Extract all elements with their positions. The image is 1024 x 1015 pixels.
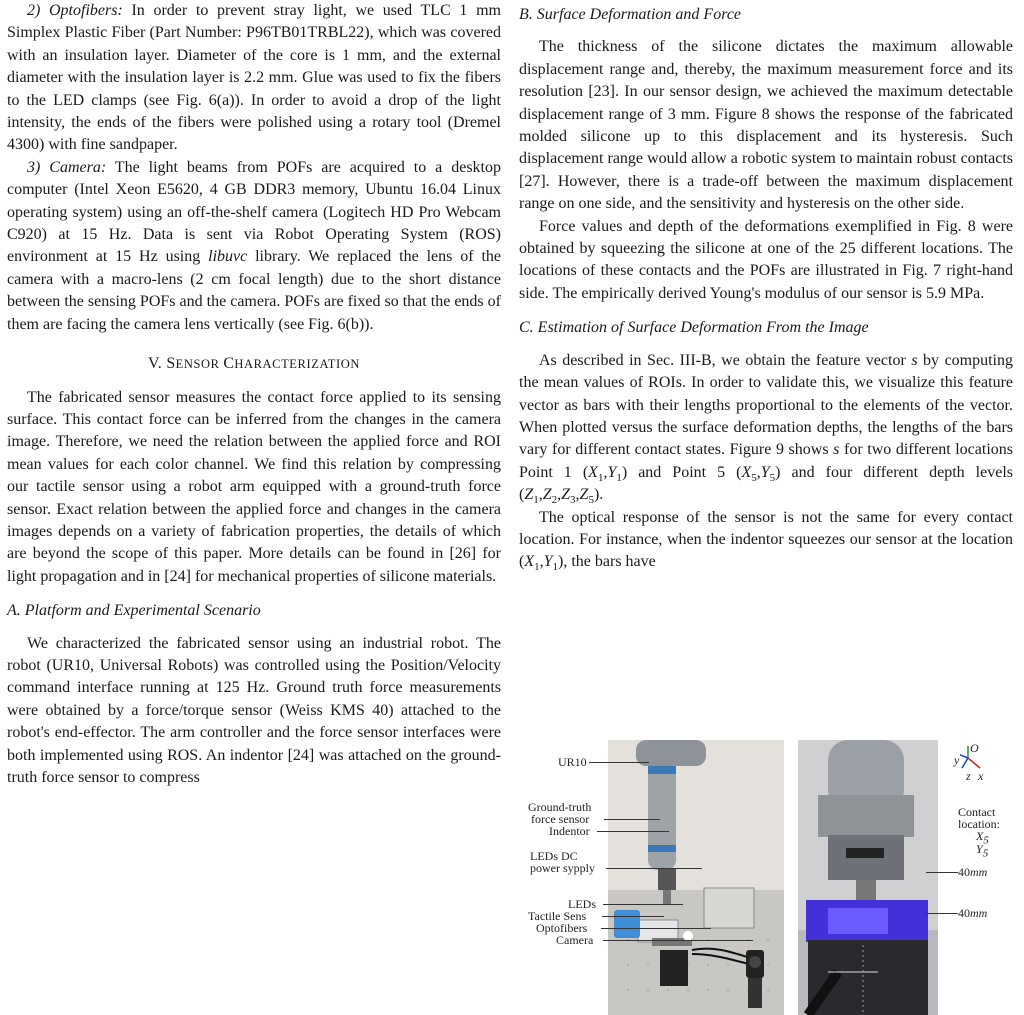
paragraph-subsection-c-2: The optical response of the sensor is not the same for every contact location. For instance, when the indentor squeezes our sensor at the location $(X_1,Y_1)$, the bars have (519, 508, 1013, 574)
label-camera: Camera (556, 933, 594, 947)
label-contact-x: $X_5$ (976, 829, 989, 847)
text-camera-2: library. We replaced the lens of the camera with a macro-lens (2 cm focal length) due to the short distance between the sensing POFs and the camera. POFs are fixed so that the ends of them are facing the camera lens vertically (see Fig. 6(b)). (7, 248, 501, 333)
label-leds: LEDs (568, 897, 596, 911)
label-ur10: UR10 (558, 755, 587, 769)
paragraph-section-v: The fabricated sensor measures the contact force applied to its sensing surface. This contact force can be inferred from the changes in the camera image. Therefore, we need the relation between the applied force and ROI mean values for each color channel. We find this relation by compressing our tactile sensor using a robot arm equipped with a ground-truth force sensor. Exact relation between the applied force and changes in the camera images depends on a variety of fabrication properties, the details of which are beyond the scope of this paper. More details can be found in [26] for light propagation and in [24] for mechanical properties of silicone materials. (7, 388, 501, 585)
left-column (7, 0, 501, 789)
text-optofibers: In order to prevent stray light, we used TLC 1 mm Simplex Plastic Fiber (Part Number: P96TB01TRBL22), which was covered with an insulation layer. Diameter of the core is 1 mm, and the external diameter with the insulation layer is 2.2 mm. Glue was used to fix the fibers to the LED clamps (see Fig. 6(a)). In order to avoid a drop of the light intensity, the ends of the fibers were polished using a rotary tool (Dremel 4300) with fine sandpaper. (7, 2, 501, 154)
photo-sensor-closeup (798, 740, 938, 1015)
leader-power-supply (606, 868, 702, 869)
axes-icon (954, 741, 1020, 783)
axis-origin-label: O (970, 741, 979, 755)
label-contact-y: $Y_5$ (976, 842, 989, 860)
leader-optofibers (601, 928, 711, 929)
subsection-heading-b: B. Surface Deformation and Force (519, 6, 742, 23)
label-indentor: Indentor (549, 824, 590, 838)
label-tactile-sensor: Tactile Sens (528, 909, 587, 923)
leader-indentor (597, 831, 669, 832)
axis-x-label: x (978, 769, 984, 783)
paragraph-subsection-a: We characterized the fabricated sensor using an industrial robot. The robot (UR10, Universal Robots) was controlled using the Position/Velocity command interface running at 125 Hz. Ground truth force measurements were obtained by a force/torque sensor (Weiss KMS 40) attached to the robot's end-effector. The arm controller and the force sensor interfaces were both implemented using ROS. An indentor [24] was attached on the ground-truth force sensor to compress (7, 634, 501, 786)
subsection-heading-c: C. Estimation of Surface Deformation From the Image (519, 319, 869, 337)
leader-leds (603, 904, 683, 905)
section-heading-v: V. SENSOR CHARACTERIZATION (148, 355, 360, 373)
paragraph-subsection-c-1: As described in Sec. III-B, we obtain the feature vector s by computing the mean values of ROIs. In order to validate this, we visualize this feature vector as bars with their lengths proportional to the elements of the vector. When plotted versus the surface deformation depths, the lengths of the bars vary for different contact states. Figure 9 shows s for two different locations Point 1 $(X_1,Y_1)$ and Point 5 $(X_5,Y_5)$ and four different depth levels $(Z_1,Z_2,Z_3,Z_5)$. (519, 351, 1014, 507)
paragraph-subsection-b-2: Force values and depth of the deformations exemplified in Fig. 8 were obtained by squeezing the silicone at one of the 25 different locations. The locations of these contacts and the POFs are illustrated in Fig. 7 right-hand side. The empirically derived Young's modulus of our sensor is 5.9 MPa. (519, 217, 1013, 302)
leader-tactile-sensor (602, 916, 664, 917)
label-optofibers: Optofibers (536, 921, 588, 935)
right-column (519, 0, 1013, 574)
heading-camera: 3) Camera: (27, 158, 107, 176)
heading-optofibers: 2) Optofibers: (27, 2, 123, 19)
text-camera-1: The light beams from POFs are acquired to a desktop computer (Intel Xeon E5620, 4 GB DDR3 memory, Ubuntu 16.04 Linux operating system) using an off-the-shelf camera (Logitech HD Pro Webcam C920) at 15 Hz. Data is sent via Robot Operating System (ROS) environment at 15 Hz using (7, 158, 501, 266)
label-dim-1: 40mm (958, 865, 988, 879)
leader-force-sensor (604, 819, 660, 820)
photo-experimental-setup (608, 740, 784, 1015)
figure-setup (528, 740, 1022, 1015)
leader-camera (603, 940, 753, 941)
leader-dim-1 (926, 872, 958, 873)
label-leds-dc-1: LEDs DC (530, 849, 578, 863)
leader-dim-2 (926, 913, 958, 914)
label-dim-2: 40mm (958, 906, 988, 920)
label-ground-truth-1: Ground-truth (528, 800, 592, 814)
label-leds-dc-2: power sypply (530, 861, 595, 875)
paragraph-camera (7, 157, 501, 336)
axis-y-label: y (954, 753, 960, 767)
label-location: location: (958, 817, 1000, 831)
paragraph-optofibers (7, 0, 501, 157)
label-ground-truth-2: force sensor (531, 812, 590, 826)
leader-ur10 (589, 762, 649, 763)
label-contact: Contact (958, 805, 996, 819)
text-libuvc: libuvc (208, 248, 248, 266)
paragraph-subsection-b-1: The thickness of the silicone dictates the maximum allowable displacement range and, thereby, the maximum measurement force and its resolution [23]. In our sensor design, we achieved the maximum detectable displacement range of 3 mm. Figure 8 shows the response of the fabricated molded silicone up to this displacement and its hysteresis. Such displacement range would allow a robotic system to maintain robust contacts [27]. However, there is a trade-off between the maximum displacement range on one side, and the sensitivity and hysteresis on the other side. (519, 38, 1013, 213)
axis-z-label: z (966, 769, 971, 783)
subsection-heading-a: A. Platform and Experimental Scenario (7, 602, 261, 620)
